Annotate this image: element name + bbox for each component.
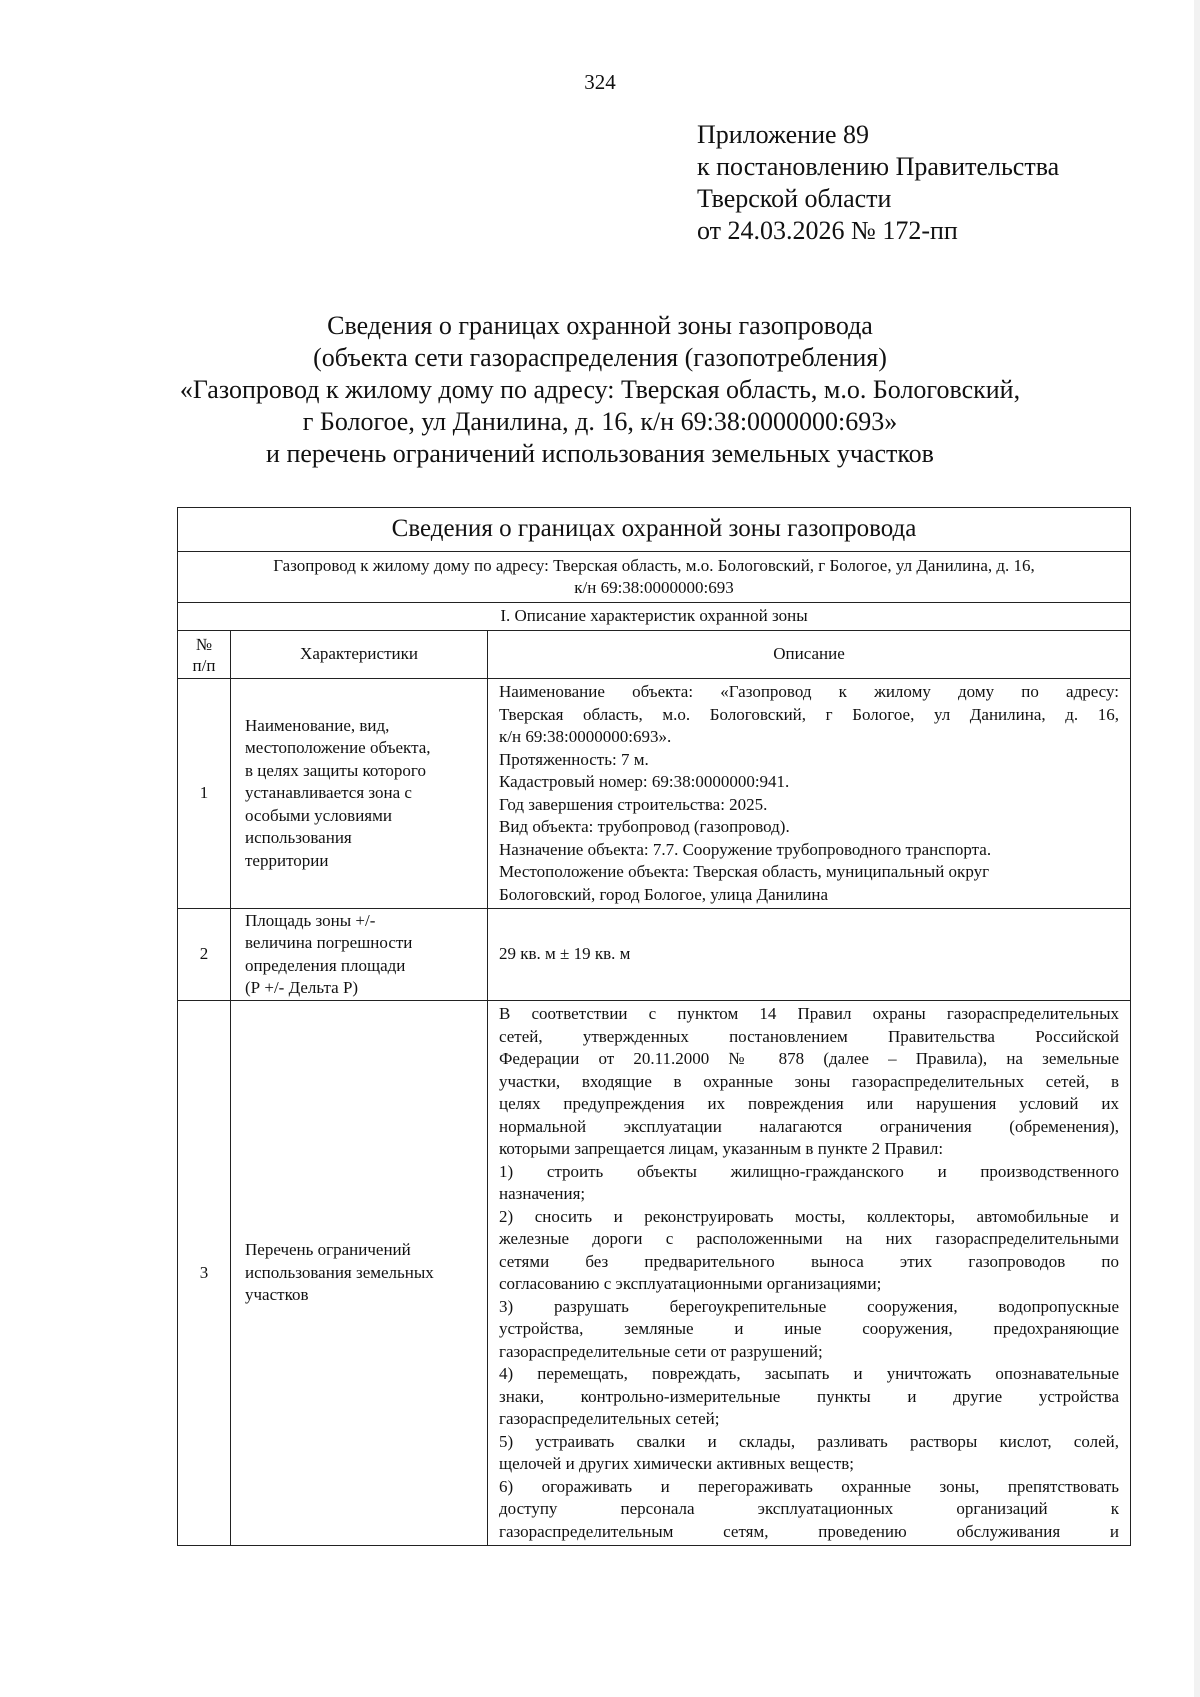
characteristic-line: Наименование, вид, xyxy=(245,715,390,735)
description-block xyxy=(499,681,1119,906)
title-line: (объекта сети газораспределения (газопотребления) xyxy=(313,343,887,372)
description-line: Назначение объекта: 7.7. Сооружение трубопроводного транспорта. xyxy=(499,839,992,859)
description-line: Бологовский, город Бологое, улица Данилина xyxy=(499,884,829,904)
restriction-item-6 xyxy=(499,1476,1119,1544)
restriction-item-4 xyxy=(499,1363,1119,1431)
restriction-line: согласованию с эксплуатационными организациями; xyxy=(499,1274,882,1293)
row-characteristic xyxy=(231,909,488,1001)
scan-edge xyxy=(1194,0,1200,1697)
table-row xyxy=(178,909,1131,1001)
restriction-line: газораспределительные сети от разрушений; xyxy=(499,1341,823,1361)
restriction-item-5 xyxy=(499,1431,1119,1476)
characteristic-line: участков xyxy=(245,1285,309,1305)
characteristic-line: Площадь зоны +/- xyxy=(245,910,376,930)
characteristic-line: (Р +/- Дельта Р) xyxy=(245,978,359,997)
restriction-line: 6) огораживать и перегораживать охранные зоны, препятствовать xyxy=(499,1476,1120,1496)
characteristic-line: величина погрешности xyxy=(245,933,413,952)
restriction-line: устройства, земляные и иные сооружения, предохраняющие xyxy=(499,1319,1120,1338)
page-number: 324 xyxy=(584,70,616,94)
header-description: Описание xyxy=(488,631,1131,679)
row-number: 3 xyxy=(178,1001,231,1546)
description-line: Кадастровый номер: 69:38:0000000:941. xyxy=(499,772,790,791)
restriction-line: Федерации от 20.11.2000 № 878 (далее – Правила), на земельные xyxy=(499,1049,1120,1068)
characteristic-line: определения площади xyxy=(245,955,406,975)
table-row xyxy=(178,679,1131,909)
object-name-line: Газопровод к жилому дому по адресу: Тверская область, м.о. Бологовский, г Бологое, ул Данилина, д. 16, xyxy=(273,556,1035,575)
title-line: «Газопровод к жилому дому по адресу: Тверская область, м.о. Бологовский, xyxy=(179,375,1021,404)
appendix-line: Тверской области xyxy=(697,184,892,213)
restriction-item-3 xyxy=(499,1296,1119,1364)
restriction-line: доступу персонала эксплуатационных организаций к xyxy=(499,1499,1120,1518)
characteristic-line: использования xyxy=(245,828,352,848)
header-number-sign: № xyxy=(195,634,213,654)
restriction-line: 1) строить объекты жилищно-гражданского и производственного xyxy=(499,1161,1120,1181)
restrictions-intro xyxy=(499,1003,1119,1161)
characteristic-line: местоположение объекта, xyxy=(245,738,431,758)
restriction-line: щелочей и других химически активных веществ; xyxy=(499,1454,854,1473)
object-name-line: к/н 69:38:0000000:693 xyxy=(574,578,734,597)
object-name-row xyxy=(178,552,1131,603)
header-number xyxy=(178,631,231,679)
title-line: г Бологое, ул Данилина, д. 16, к/н 69:38:0000000:693» xyxy=(302,407,898,436)
restriction-line: 2) сносить и реконструировать мосты, коллекторы, автомобильные и xyxy=(499,1206,1120,1226)
row-number: 1 xyxy=(178,679,231,909)
description-line: Наименование объекта: «Газопровод к жилому дому по адресу: xyxy=(499,682,1120,701)
appendix-block xyxy=(697,119,1059,247)
row-number: 2 xyxy=(178,909,231,1001)
table-title: Сведения о границах охранной зоны газопровода xyxy=(178,508,1131,552)
row-description xyxy=(488,1001,1131,1546)
description-line: Год завершения строительства: 2025. xyxy=(499,794,768,814)
restriction-line: железные дороги с расположенными на них газораспределительными xyxy=(499,1229,1120,1248)
characteristic-line: устанавливается зона с xyxy=(245,783,412,803)
zone-info-table xyxy=(177,507,1131,1546)
restriction-line: сетями без предварительного выноса этих газопроводов по xyxy=(499,1251,1120,1271)
appendix-line: к постановлению Правительства xyxy=(697,152,1060,181)
restriction-item-2 xyxy=(499,1206,1119,1296)
restriction-line: газораспределительным сетям, проведению обслуживания и xyxy=(499,1521,1120,1541)
row-description xyxy=(488,679,1131,909)
row-characteristic xyxy=(231,1001,488,1546)
description-line: Местоположение объекта: Тверская область, муниципальный округ xyxy=(499,862,990,881)
restriction-line: нормальной эксплуатации налагаются ограничения (обременения), xyxy=(499,1116,1120,1136)
description-line: Тверская область, м.о. Бологовский, г Бологое, ул Данилина, д. 16, xyxy=(499,704,1120,724)
characteristic-line: особыми условиями xyxy=(245,805,392,825)
characteristic-line: территории xyxy=(245,850,329,870)
restriction-line: назначения; xyxy=(499,1184,586,1203)
row-characteristic xyxy=(231,679,488,909)
restriction-line: знаки, контрольно-измерительные пункты и другие устройства xyxy=(499,1386,1120,1406)
document-title xyxy=(150,310,1050,470)
characteristic-line: использования земельных xyxy=(245,1262,434,1282)
restriction-line: которыми запрещается лицам, указанным в пункте 2 Правил: xyxy=(499,1139,944,1158)
header-characteristics: Характеристики xyxy=(231,631,488,679)
characteristic-line: в целях защиты которого xyxy=(245,760,426,780)
title-line: Сведения о границах охранной зоны газопровода xyxy=(327,311,873,340)
appendix-line: Приложение 89 xyxy=(697,120,870,149)
restriction-line: В соответствии с пунктом 14 Правил охраны газораспределительных xyxy=(499,1004,1120,1023)
header-number-abbr: п/п xyxy=(192,655,216,675)
description-line: Протяженность: 7 м. xyxy=(499,749,649,769)
row-description: 29 кв. м ± 19 кв. м xyxy=(488,909,1131,1001)
restriction-item-1 xyxy=(499,1161,1119,1206)
description-line: Вид объекта: трубопровод (газопровод). xyxy=(499,817,790,836)
restriction-line: газораспределительных сетей; xyxy=(499,1409,720,1428)
restriction-line: сетей, утвержденных постановлением Правительства Российской xyxy=(499,1026,1120,1046)
restriction-line: целях предупреждения их повреждения или нарушения условий их xyxy=(499,1094,1120,1113)
restriction-line: 3) разрушать берегоукрепительные сооружения, водопропускные xyxy=(499,1296,1120,1316)
restriction-line: 5) устраивать свалки и склады, разливать растворы кислот, солей, xyxy=(499,1431,1120,1451)
title-line: и перечень ограничений использования земельных участков xyxy=(266,439,934,468)
characteristic-line: Перечень ограничений xyxy=(245,1240,411,1260)
appendix-line: от 24.03.2026 № 172-пп xyxy=(697,216,958,245)
description-line: к/н 69:38:0000000:693». xyxy=(499,727,672,746)
restriction-line: 4) перемещать, повреждать, засыпать и уничтожать опознавательные xyxy=(499,1364,1120,1383)
table-row xyxy=(178,1001,1131,1546)
restriction-line: участки, входящие в охранные зоны газораспределительных сетей, в xyxy=(499,1071,1120,1091)
section-heading: I. Описание характеристик охранной зоны xyxy=(178,603,1131,631)
